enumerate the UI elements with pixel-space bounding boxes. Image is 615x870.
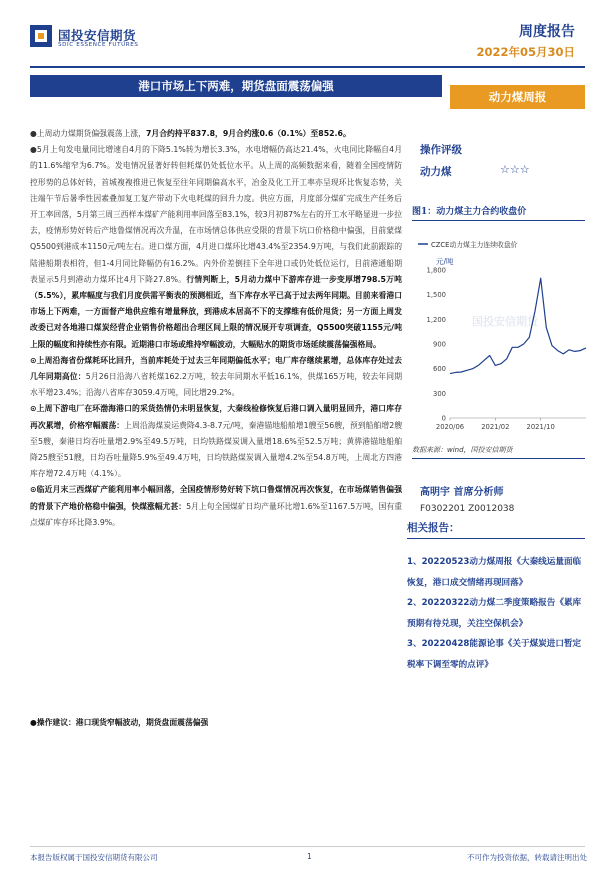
page-number: 1 [307, 852, 312, 861]
production-text: 5月上旬全国煤矿日均产量环比增1.6%至1167.5万吨，国有重点煤矿库存环比降3.9%。 [30, 501, 402, 527]
coastal-lead: ⊙上周沿海省份煤耗环比回升，当前库耗处于过去三年同期偏低水平；电厂库存继续累增，总体库存处过去几年同期高位： [30, 355, 402, 382]
report-date: 2022年05月30日 [476, 45, 575, 59]
footer-disclaimer: 不可作为投资依据，转载请注明出处 [467, 853, 587, 862]
port-text: 上周沿海煤炭运费降4.3-8.7元/吨，秦港锚地船舶增1艘至56艘，预到船舶增2艘至5艘，秦港日均吞吐量增2.9%至49.5万吨，日均铁路煤炭调入量增18.6%至52.5万吨；黄骅港锚地船舶降25艘至51艘，日均吞吐量降5.9%至49.4万吨，日均铁路煤炭调入量增4.2%至54.8万吨，上周北方四港库存增72.4万吨（4.1%）。 [30, 420, 402, 479]
related-report-link[interactable]: 1、20220523动力煤周报《大秦线运量面临恢复，港口成交情绪再现回落》 [407, 557, 582, 588]
chart-legend [418, 240, 518, 249]
rating-header: 操作评级 [420, 144, 462, 156]
market-judgment: 行情判断上，5月动力煤中下游库存进一步变厚增798.5万吨（5.5%），累库幅度与我们月度供需平衡表的预测相近，当下库存水平已高于过去两年同期。目前来看港口市场上下两难，一方面督产地供应维有增量释放，到港成本居高不下的支撑维有低价甩货；另一方面上周发改委已对各地港口煤炭经营企业销售价格超出合理区间上限的情况展开专项调查，Q5500突破1155元/吨上限的幅度和持续性亦有限。近期港口市场或维持窄幅波动，大幅贴水的期货市场延续震荡偏强格局。 [30, 274, 402, 349]
rating-stars: ☆☆☆ [500, 163, 530, 176]
supply-demand-text: ●5月上旬发电量同比增速自4月的下降5.1%转为增长3.3%，水电增幅仍高达21.4%，火电同比降幅自4月的11.6%缩窄为6.7%。发电情况显著好转但耗煤仍处低位水平。从上周的高频数据来看，随着全国疫情防控形势的总体好转，首城複複推进已恢复至往年同期偏高水平，冶金及化工开工率亦呈现环比恢复态势，关注端午节后暑季性因素叠加复工复产带动下火电耗煤的回升力度。供应方面，月度部分煤矿完成生产任务后开工率回落，5月第三周三西样本煤矿产能利用率回落至83.1%，较3月初87%左右的开工水平略显进一步拉去，疫情形势好转后产地鲁煤情况再次升温，在市场情总体供应受限的背景下坑口价格稳中偏强，目前蒙煤Q5500到港成本1150元/吨左右。进口煤方面，4月进口煤环比增43.4%至2354.9万吨，与我们此前跟踪的陆港船期表相符，但1-4月同比降幅仍有16.2%。内外价差倒挂下全年进口或仍处低位运行，目前港通船期表显示5月到港动力煤环比4月下降27.8%。 [30, 145, 402, 284]
rating-product: 动力煤 [420, 166, 452, 178]
paragraph-supply-demand [30, 142, 402, 353]
related-report-link[interactable]: 2、20220322动力煤二季度策略报告《累库预期有待兑现，关注空保机会》 [407, 598, 582, 629]
footer-divider [30, 846, 585, 847]
related-report-link[interactable]: 3、20220428能源论事《关于煤炭进口暂定税率下调至零的点评》 [407, 639, 582, 670]
y-unit-label: 元/吨 [436, 257, 454, 266]
data-source: 数据来源：wind，国投安信期货 [412, 446, 513, 454]
y-tick-label: 1,500 [426, 291, 446, 300]
x-tick-label: 2020/06 [435, 423, 465, 431]
legend-label: CZCE动力煤主力连续收盘价 [431, 241, 518, 249]
coastal-text: 5月26日沿海八省耗煤162.2万吨，较去年同期水平低16.1%，供煤165万吨，较去年同期水平增23.4%；沿海八省库存3059.4万吨，同比增29.2%。 [30, 372, 402, 398]
page-footer [0, 840, 615, 870]
price-chart [410, 230, 592, 438]
source-rule [412, 458, 585, 459]
summary-bold: 7月合约持平837.8，9月合约涨0.6（0.1%）至852.6。 [145, 129, 351, 138]
chart-axes [427, 267, 586, 432]
analyst-name: 高明宇 首席分析师 [420, 487, 504, 498]
figure-title: 图1：动力煤主力合约收盘价 [412, 207, 527, 217]
paragraph-port [30, 401, 402, 482]
report-title: 港口市场上下两难，期货盘面震荡偏强 [30, 75, 442, 97]
report-tag: 动力煤周报 [450, 85, 585, 109]
summary-lead: ●上周动力煤期货偏强震荡上涨， [30, 129, 146, 138]
y-tick-label: 0 [441, 414, 446, 423]
company-name-cn: 国投安信期货 [58, 28, 137, 43]
related-reports-list [407, 552, 587, 675]
page-header [0, 0, 615, 80]
paragraph-production [30, 482, 402, 531]
y-tick-label: 1,200 [426, 315, 446, 324]
x-tick-label: 2021/02 [481, 423, 510, 431]
footer-copyright: 本报告版权属于国投安信期货有限公司 [30, 853, 158, 862]
x-tick-label: 2021/10 [526, 423, 555, 431]
title-bar [30, 75, 585, 109]
y-tick-label: 1,800 [426, 266, 446, 275]
company-logo-icon [30, 25, 52, 47]
operation-suggestion: ●操作建议：港口现货窄幅波动，期货盘面震荡偏强 [30, 718, 209, 727]
y-tick-label: 300 [433, 389, 446, 398]
paragraph-summary [30, 126, 402, 142]
main-text [30, 126, 402, 531]
company-name-en: SDIC ESSENCE FUTURES [58, 42, 139, 48]
header-divider [30, 66, 585, 68]
analyst-license: F0302201 Z0012038 [420, 504, 515, 514]
y-tick-label: 900 [433, 340, 446, 349]
y-tick-label: 600 [433, 365, 446, 374]
production-lead: ⊙临近月末三西煤矿产能利用率小幅回落，全国疫情形势好转下坑口鲁煤情况再次恢复，在市场煤销售偏强的背景下产地价格稳中偏强，快煤涨幅尤甚： [30, 485, 402, 511]
paragraph-coastal [30, 353, 402, 402]
chart-watermark: 国投安信期货 [472, 315, 538, 328]
port-lead: ⊙上周下游电厂在环渤海港口的采货热情仍未明显恢复，大秦线检修恢复后港口调入量明显回升，港口库存再次累增，价格窄幅震荡： [30, 404, 402, 430]
report-type: 周度报告 [519, 24, 575, 40]
figure-title-rule [412, 220, 585, 221]
related-reports-header: 相关报告： [407, 520, 585, 539]
